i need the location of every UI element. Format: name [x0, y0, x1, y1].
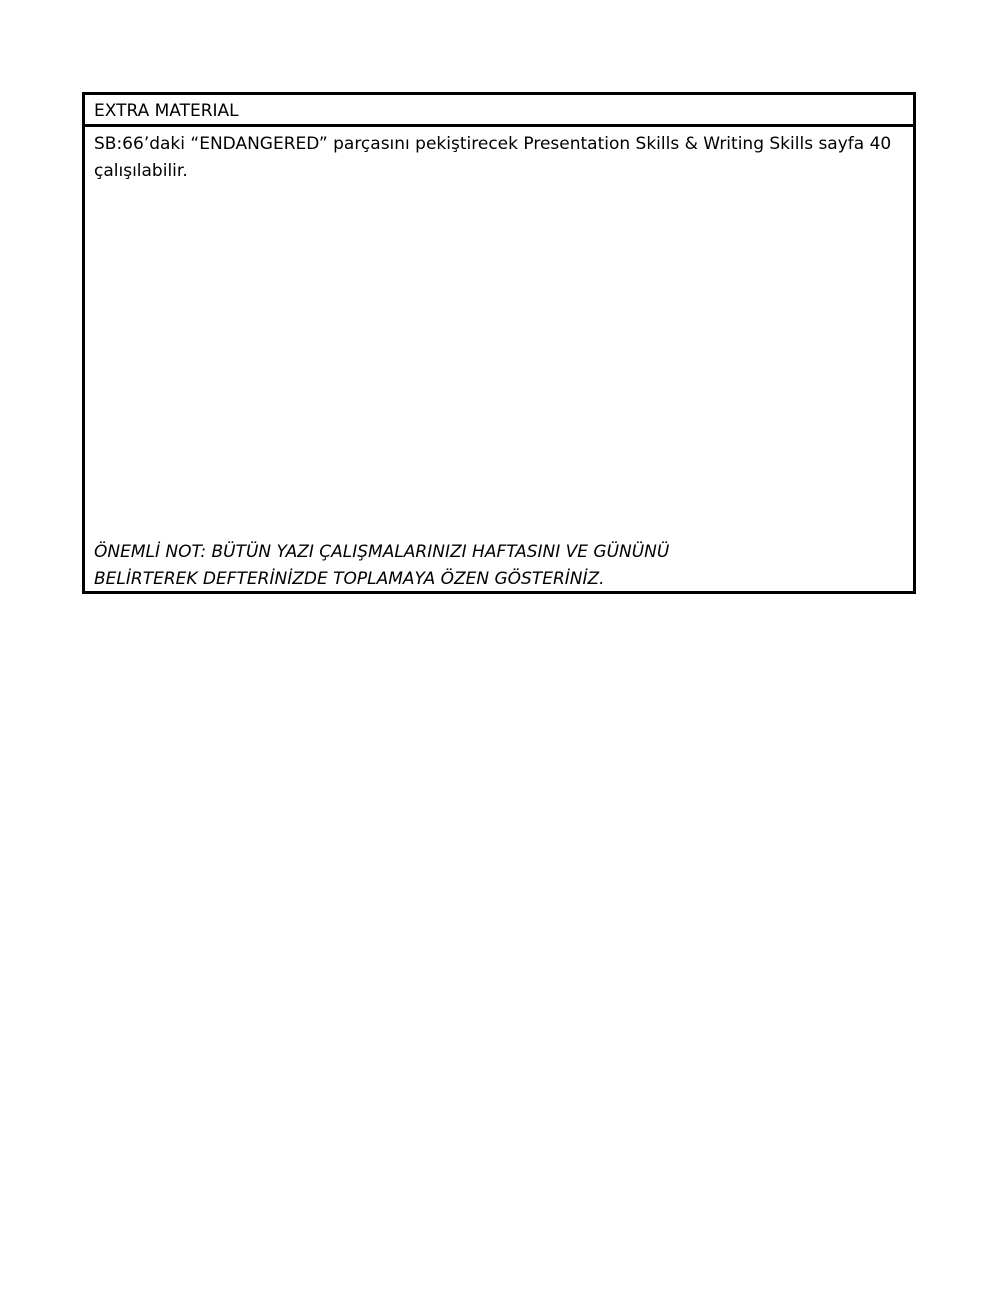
extra-material-box: [82, 92, 916, 594]
note-line-1: ÖNEMLİ NOT: BÜTÜN YAZI ÇALIŞMALARINIZI HAFTASINI VE GÜNÜNÜ: [94, 542, 670, 562]
important-note: [94, 539, 901, 593]
box-content: [85, 127, 913, 591]
content-text: SB:66’daki “ENDANGERED” parçasını pekiştirecek Presentation Skills & Writing Skills sayfa 40 çalışılabilir.: [94, 134, 892, 181]
note-line-2: BELİRTEREK DEFTERİNİZDE TOPLAMAYA ÖZEN GÖSTERİNİZ.: [94, 569, 605, 589]
header-title: EXTRA MATERIAL: [94, 101, 239, 121]
box-header: [85, 95, 913, 127]
